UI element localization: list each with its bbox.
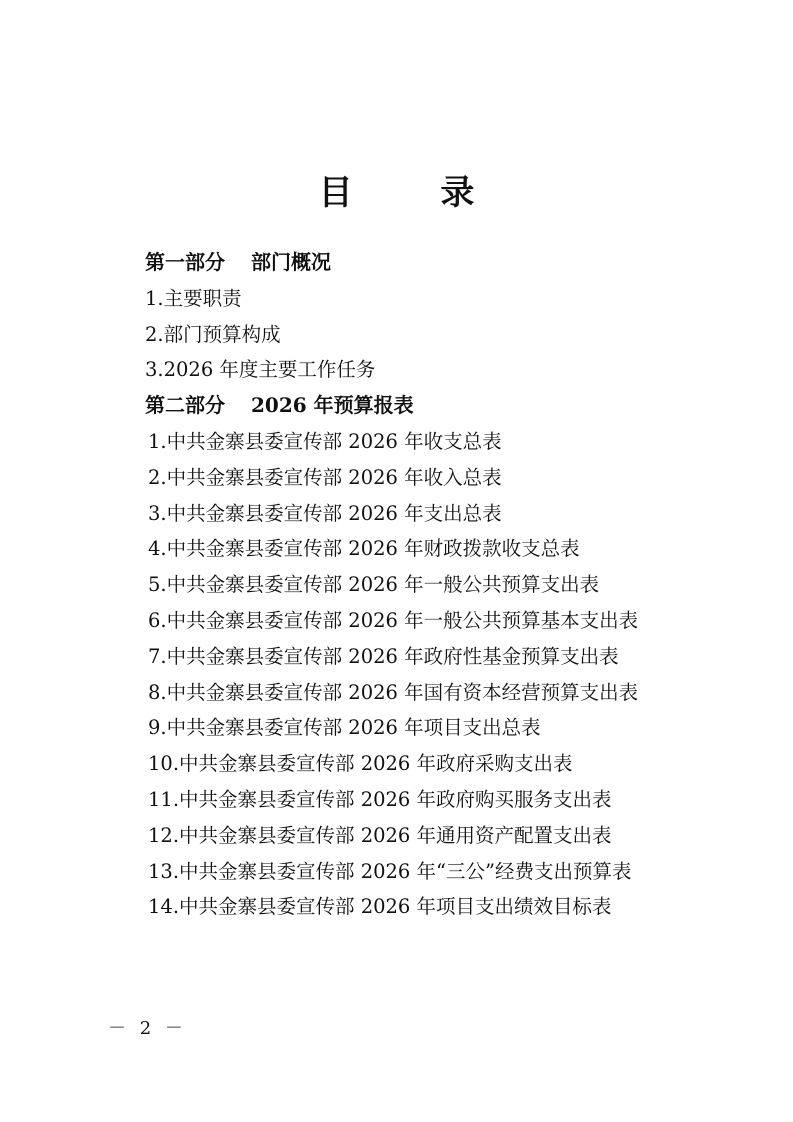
part-one-name: 部门概况 bbox=[251, 250, 331, 274]
table-of-contents bbox=[145, 245, 745, 925]
part-two-item: 8.中共金寨县委宣传部 2026 年国有资本经营预算支出表 bbox=[148, 680, 639, 704]
toc-title: 目 录 bbox=[318, 173, 513, 213]
part-two-item: 1.中共金寨县委宣传部 2026 年收支总表 bbox=[148, 429, 502, 453]
part-two-item: 2.中共金寨县委宣传部 2026 年收入总表 bbox=[148, 465, 502, 489]
part-two-item: 7.中共金寨县委宣传部 2026 年政府性基金预算支出表 bbox=[148, 644, 619, 668]
part-two-item: 9.中共金寨县委宣传部 2026 年项目支出总表 bbox=[148, 716, 541, 740]
part-one-item: 1.主要职责 bbox=[145, 286, 242, 310]
part-one-item: 3.2026 年度主要工作任务 bbox=[145, 358, 376, 382]
part-two-item: 4.中共金寨县委宣传部 2026 年财政拨款收支总表 bbox=[148, 537, 580, 561]
part-one-item: 2.部门预算构成 bbox=[145, 322, 281, 346]
page-number: － 2 － bbox=[108, 1018, 187, 1039]
part-two-item: 14.中共金寨县委宣传部 2026 年项目支出绩效目标表 bbox=[148, 895, 612, 919]
part-two-label: 第二部分 bbox=[145, 393, 225, 418]
part-one-heading bbox=[145, 245, 745, 281]
part-two-item: 12.中共金寨县委宣传部 2026 年通用资产配置支出表 bbox=[148, 823, 612, 847]
part-one-label: 第一部分 bbox=[145, 250, 225, 274]
part-two-item: 11.中共金寨县委宣传部 2026 年政府购买服务支出表 bbox=[148, 787, 612, 811]
part-two-item: 10.中共金寨县委宣传部 2026 年政府采购支出表 bbox=[148, 752, 573, 776]
part-two-item: 13.中共金寨县委宣传部 2026 年“三公”经费支出预算表 bbox=[148, 859, 632, 883]
part-two-item: 3.中共金寨县委宣传部 2026 年支出总表 bbox=[148, 501, 502, 525]
part-two-item: 6.中共金寨县委宣传部 2026 年一般公共预算基本支出表 bbox=[148, 608, 639, 632]
part-two-name: 2026 年预算报表 bbox=[251, 393, 414, 418]
part-two-heading bbox=[145, 388, 745, 424]
part-two-item: 5.中共金寨县委宣传部 2026 年一般公共预算支出表 bbox=[148, 573, 600, 597]
